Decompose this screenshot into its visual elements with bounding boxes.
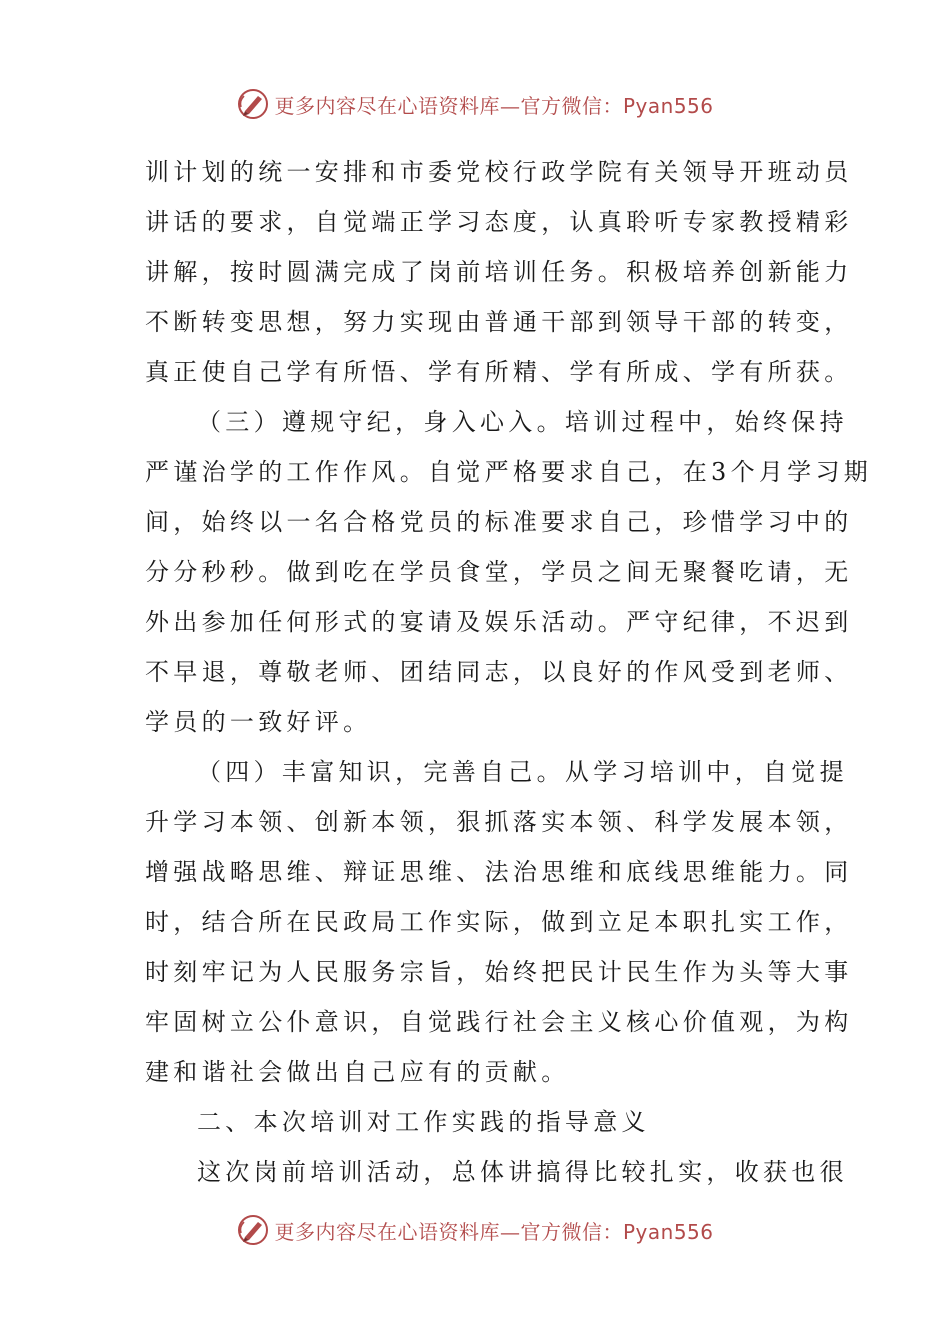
text-line: 讲话的要求，自觉端正学习态度，认真聆听专家教授精彩 xyxy=(145,208,853,236)
document-body xyxy=(145,147,873,1197)
text-line: 增强战略思维、辩证思维、法治思维和底线思维能力。同 xyxy=(145,858,853,886)
text-line: 外出参加任何形式的宴请及娱乐活动。严守纪律，不迟到 xyxy=(145,608,853,636)
pen-logo-icon xyxy=(236,1213,270,1247)
text-line: 时，结合所在民政局工作实际，做到立足本职扎实工作， xyxy=(145,908,853,936)
text-line: 严谨治学的工作作风。自觉严格要求自己，在3个月学习期 xyxy=(145,458,873,486)
text-line: 训计划的统一安排和市委党校行政学院有关领导开班动员 xyxy=(145,158,853,186)
text-line: 升学习本领、创新本领，狠抓落实本领、科学发展本领， xyxy=(145,808,853,836)
banner-text: 更多内容尽在心语资料库—官方微信：Pyan556 xyxy=(274,93,714,118)
pen-logo-icon xyxy=(236,87,270,121)
text-line: 牢固树立公仆意识，自觉践行社会主义核心价值观，为构 xyxy=(145,1008,853,1036)
banner-text: 更多内容尽在心语资料库—官方微信：Pyan556 xyxy=(274,1219,714,1244)
text-line: 时刻牢记为人民服务宗旨，始终把民计民生作为头等大事 xyxy=(145,958,853,986)
text-line: 分分秒秒。做到吃在学员食堂，学员之间无聚餐吃请，无 xyxy=(145,558,853,586)
text-line: 二、本次培训对工作实践的指导意义 xyxy=(197,1108,650,1136)
text-line: 间，始终以一名合格党员的标准要求自己，珍惜学习中的 xyxy=(145,508,853,536)
text-line: （三）遵规守纪，身入心入。培训过程中，始终保持 xyxy=(197,408,848,436)
text-line: 讲解，按时圆满完成了岗前培训任务。积极培养创新能力 xyxy=(145,258,853,286)
header-banner xyxy=(0,84,950,124)
text-line: 建和谐社会做出自己应有的贡献。 xyxy=(145,1058,570,1086)
text-line: 学员的一致好评。 xyxy=(145,708,372,736)
text-line: 不早退，尊敬老师、团结同志，以良好的作风受到老师、 xyxy=(145,658,853,686)
text-line: 不断转变思想，努力实现由普通干部到领导干部的转变， xyxy=(145,308,853,336)
footer-banner xyxy=(0,1210,950,1250)
text-line: 真正使自己学有所悟、学有所精、学有所成、学有所获。 xyxy=(145,358,853,386)
text-line: （四）丰富知识，完善自己。从学习培训中，自觉提 xyxy=(197,758,848,786)
text-line: 这次岗前培训活动，总体讲搞得比较扎实，收获也很 xyxy=(197,1158,848,1186)
